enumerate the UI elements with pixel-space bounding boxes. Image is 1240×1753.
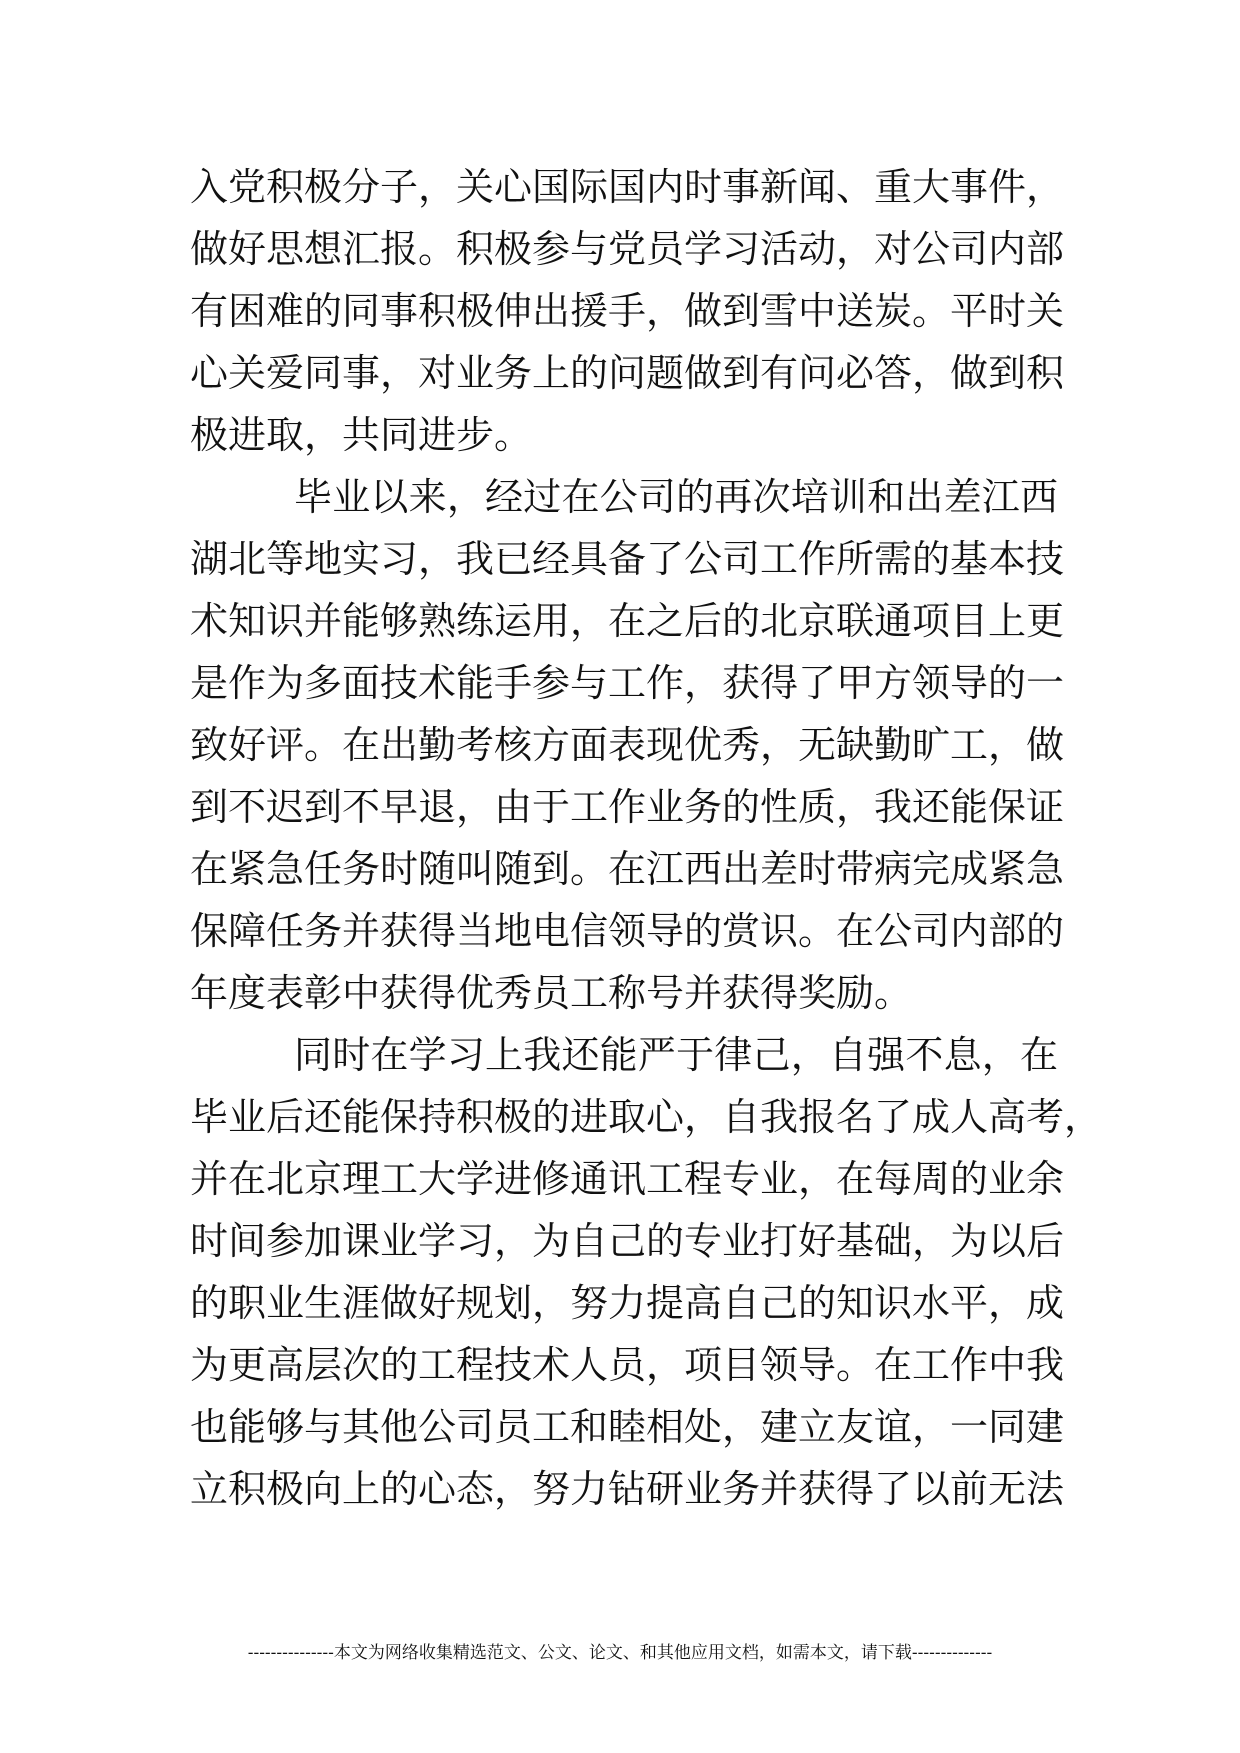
text-line: 立积极向上的心态，努力钻研业务并获得了以前无法 xyxy=(190,1467,1065,1511)
text-line: 的职业生涯做好规划，努力提高自己的知识水平，成 xyxy=(190,1281,1065,1325)
page-footer: ---------------本文为网络收集精选范文、公文、论文、和其他应用文档，如需本文，请下载-------------- xyxy=(247,1643,993,1663)
text-line: 为更高层次的工程技术人员，项目领导。在工作中我 xyxy=(190,1343,1065,1387)
text-line: 是作为多面技术能手参与工作，获得了甲方领导的一 xyxy=(190,661,1065,705)
text-line: 并在北京理工大学进修通讯工程专业，在每周的业余 xyxy=(190,1157,1065,1201)
text-line: 保障任务并获得当地电信领导的赏识。在公司内部的 xyxy=(190,909,1065,953)
text-line: 致好评。在出勤考核方面表现优秀，无缺勤旷工，做 xyxy=(190,723,1065,767)
paragraph-3 xyxy=(190,1024,1103,1520)
text-line: 湖北等地实习，我已经具备了公司工作所需的基本技 xyxy=(190,537,1065,581)
paragraph-2 xyxy=(190,466,1065,1024)
text-line: 毕业后还能保持积极的进取心，自我报名了成人高考， xyxy=(190,1095,1103,1139)
text-line: 心关爱同事，对业务上的问题做到有问必答，做到积 xyxy=(190,351,1065,395)
text-line: 到不迟到不早退，由于工作业务的性质，我还能保证 xyxy=(190,785,1065,829)
text-line: 有困难的同事积极伸出援手，做到雪中送炭。平时关 xyxy=(190,289,1065,333)
text-line: 时间参加课业学习，为自己的专业打好基础，为以后 xyxy=(190,1219,1065,1263)
text-line: 在紧急任务时随叫随到。在江西出差时带病完成紧急 xyxy=(190,847,1065,891)
text-line: 同时在学习上我还能严于律己，自强不息，在 xyxy=(294,1033,1058,1077)
text-line: 极进取，共同进步。 xyxy=(190,413,533,457)
body-text xyxy=(190,156,1103,1520)
paragraph-1 xyxy=(190,156,1065,466)
text-line: 年度表彰中获得优秀员工称号并获得奖励。 xyxy=(190,971,913,1015)
text-line: 毕业以来，经过在公司的再次培训和出差江西 xyxy=(294,475,1058,519)
text-line: 做好思想汇报。积极参与党员学习活动，对公司内部 xyxy=(190,227,1065,271)
text-line: 也能够与其他公司员工和睦相处，建立友谊，一同建 xyxy=(190,1405,1065,1449)
text-line: 入党积极分子，关心国际国内时事新闻、重大事件， xyxy=(190,165,1065,209)
text-line: 术知识并能够熟练运用，在之后的北京联通项目上更 xyxy=(190,599,1065,643)
